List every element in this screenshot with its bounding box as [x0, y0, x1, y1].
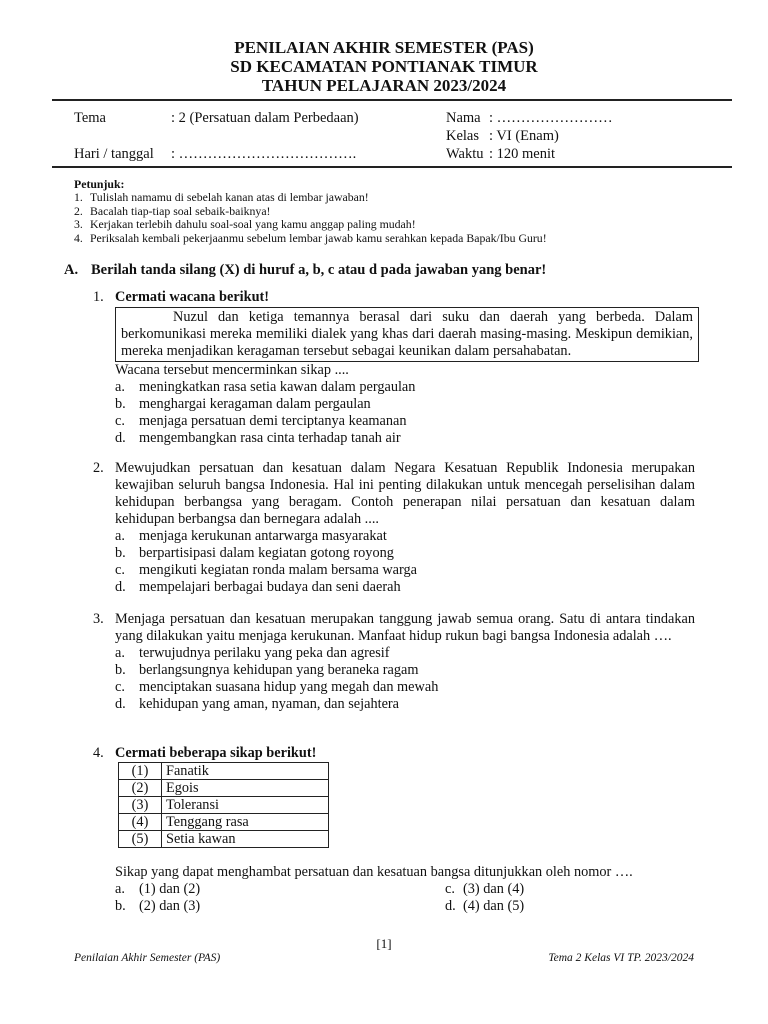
tema-value: : 2 (Persatuan dalam Perbedaan)	[171, 110, 359, 126]
hari-label: Hari / tanggal	[74, 146, 154, 162]
instruction-item	[74, 205, 547, 218]
header-divider-bottom	[52, 166, 732, 168]
table-cell-text: Setia kawan	[162, 831, 329, 848]
option-letter: c.	[115, 679, 125, 695]
answer-option[interactable]	[445, 881, 695, 898]
question-1	[93, 289, 695, 447]
question-4	[93, 745, 695, 915]
option-letter: c.	[115, 413, 125, 429]
kelas-label: Kelas	[446, 128, 480, 144]
answer-option[interactable]	[115, 562, 695, 579]
answer-options-grid	[115, 881, 695, 915]
instructions-title: Petunjuk:	[74, 177, 125, 191]
option-text: berlangsungnya kehidupan yang beraneka ragam	[139, 662, 419, 678]
table-row	[119, 780, 329, 797]
option-letter: b.	[115, 662, 126, 678]
option-letter: d.	[445, 898, 456, 914]
table-cell-number: (1)	[119, 763, 162, 780]
instructions	[74, 178, 547, 245]
section-a-heading	[64, 262, 546, 279]
instruction-number: 4.	[74, 230, 83, 245]
option-text: menciptakan suasana hidup yang megah dan mewah	[139, 679, 439, 695]
option-letter: d.	[115, 696, 126, 712]
hari-value: : ……………………………….	[171, 146, 357, 162]
answer-option[interactable]	[115, 379, 699, 396]
table-row	[119, 797, 329, 814]
question-prompt: Cermati beberapa sikap berikut!	[115, 745, 317, 761]
table-cell-number: (3)	[119, 797, 162, 814]
question-3	[93, 611, 695, 713]
footer-left: Penilaian Akhir Semester (PAS)	[74, 952, 221, 964]
option-text: menjaga persatuan demi terciptanya keamanan	[139, 413, 407, 429]
option-text: mempelajari berbagai budaya dan seni daerah	[139, 579, 401, 595]
section-a-title: Berilah tanda silang (X) di huruf a, b, c atau d pada jawaban yang benar!	[91, 262, 547, 278]
answer-option[interactable]	[115, 528, 695, 545]
nama-label: Nama	[446, 110, 481, 126]
nama-value: : ……………………	[489, 110, 613, 126]
option-text: mengikuti kegiatan ronda malam bersama warga	[139, 562, 418, 578]
instruction-text: Bacalah tiap-tiap soal sebaik-baiknya!	[90, 203, 271, 218]
table-cell-number: (2)	[119, 780, 162, 797]
answer-option[interactable]	[115, 430, 699, 447]
question-number: 3.	[93, 611, 104, 627]
option-letter: a.	[115, 528, 125, 544]
kelas-value: : VI (Enam)	[489, 128, 559, 144]
option-letter: c.	[445, 881, 455, 897]
question-text: Menjaga persatuan dan kesatuan merupakan tanggung jawab semua orang. Satu di antara tindakan yang dilakukan yaitu menjaga kerukunan. Manfaat hidup rukun bagi bangsa Indonesia adalah ….	[115, 611, 695, 644]
question-text: Mewujudkan persatuan dan kesatuan dalam Negara Kesatuan Republik Indonesia merupakan kewajiban seluruh bangsa Indonesia. Hal ini penting dilakukan untuk mencegah perselisihan dalam kehidupan berbangsa yang beragam. Contoh penerapan nilai persatuan dan kesatuan dalam kehidupan berbangsa dan bernegara adalah ....	[115, 460, 695, 527]
answer-option[interactable]	[115, 898, 445, 915]
option-text: meningkatkan rasa setia kawan dalam pergaulan	[139, 379, 416, 395]
instruction-text: Tulislah namamu di sebelah kanan atas di lembar jawaban!	[90, 190, 369, 205]
instruction-number: 3.	[74, 217, 83, 232]
instruction-item	[74, 218, 547, 231]
answer-option[interactable]	[115, 413, 699, 430]
answer-option[interactable]	[115, 645, 695, 662]
table-cell-text: Egois	[162, 780, 329, 797]
option-text: menjaga kerukunan antarwarga masyarakat	[139, 528, 387, 544]
option-text: berpartisipasi dalam kegiatan gotong royong	[139, 545, 394, 561]
table-row	[119, 831, 329, 848]
option-text: (2) dan (3)	[139, 898, 201, 914]
answer-option[interactable]	[115, 679, 695, 696]
table-cell-text: Fanatik	[162, 763, 329, 780]
option-text: (3) dan (4)	[463, 881, 525, 897]
section-a-label: A.	[64, 262, 79, 278]
option-letter: b.	[115, 545, 126, 561]
question-2	[93, 460, 695, 596]
question-number: 2.	[93, 460, 104, 476]
option-text: (4) dan (5)	[463, 898, 525, 914]
footer-right: Tema 2 Kelas VI TP. 2023/2024	[548, 952, 694, 964]
option-letter: b.	[115, 396, 126, 412]
table-row	[119, 814, 329, 831]
passage-text: Nuzul dan ketiga temannya berasal dari suku dan daerah yang berbeda. Dalam berkomunikasi mereka memiliki dialek yang khas dari daerah masing-masing. Meskipun demikian, mereka menjadikan keragaman tersebut sebagai keunikan dalam persahabatan.	[121, 309, 693, 359]
option-letter: b.	[115, 898, 126, 914]
attitude-table	[118, 762, 329, 848]
tema-label: Tema	[74, 110, 106, 126]
instruction-item	[74, 191, 547, 204]
table-cell-number: (4)	[119, 814, 162, 831]
header-year: TAHUN PELAJARAN 2023/2024	[261, 76, 507, 95]
question-text: Sikap yang dapat menghambat persatuan dan kesatuan bangsa ditunjukkan oleh nomor ….	[115, 864, 633, 880]
waktu-value: : 120 menit	[489, 146, 556, 162]
instruction-text: Periksalah kembali pekerjaanmu sebelum lembar jawab kamu serahkan kepada Bapak/Ibu Guru!	[90, 230, 547, 245]
header-divider-top	[52, 99, 732, 101]
reading-passage	[115, 307, 699, 362]
answer-option[interactable]	[115, 396, 699, 413]
option-letter: a.	[115, 645, 125, 661]
question-number: 4.	[93, 745, 104, 761]
instruction-number: 1.	[74, 190, 83, 205]
answer-option[interactable]	[115, 881, 445, 898]
table-cell-text: Tenggang rasa	[162, 814, 329, 831]
question-text: Wacana tersebut mencerminkan sikap ....	[115, 362, 349, 378]
question-prompt: Cermati wacana berikut!	[115, 289, 270, 305]
option-letter: a.	[115, 881, 125, 897]
answer-option[interactable]	[445, 898, 695, 915]
instruction-text: Kerjakan terlebih dahulu soal-soal yang kamu anggap paling mudah!	[90, 217, 416, 232]
answer-option[interactable]	[115, 579, 695, 596]
option-letter: a.	[115, 379, 125, 395]
waktu-label: Waktu	[446, 146, 484, 162]
exam-header	[0, 38, 768, 95]
answer-option[interactable]	[115, 545, 695, 562]
instruction-number: 2.	[74, 203, 83, 218]
table-row	[119, 763, 329, 780]
option-letter: d.	[115, 579, 126, 595]
option-text: menghargai keragaman dalam pergaulan	[139, 396, 371, 412]
option-text: (1) dan (2)	[139, 881, 201, 897]
page-number: [1]	[376, 936, 392, 951]
option-text: kehidupan yang aman, nyaman, dan sejahtera	[139, 696, 400, 712]
header-title: PENILAIAN AKHIR SEMESTER (PAS)	[234, 38, 534, 57]
question-number: 1.	[93, 289, 104, 305]
table-cell-number: (5)	[119, 831, 162, 848]
instruction-item	[74, 232, 547, 245]
option-letter: d.	[115, 430, 126, 446]
header-school: SD KECAMATAN PONTIANAK TIMUR	[230, 57, 538, 76]
table-cell-text: Toleransi	[162, 797, 329, 814]
option-text: mengembangkan rasa cinta terhadap tanah air	[139, 430, 401, 446]
option-text: terwujudnya perilaku yang peka dan agresif	[139, 645, 390, 661]
option-letter: c.	[115, 562, 125, 578]
answer-option[interactable]	[115, 696, 695, 713]
answer-option[interactable]	[115, 662, 695, 679]
